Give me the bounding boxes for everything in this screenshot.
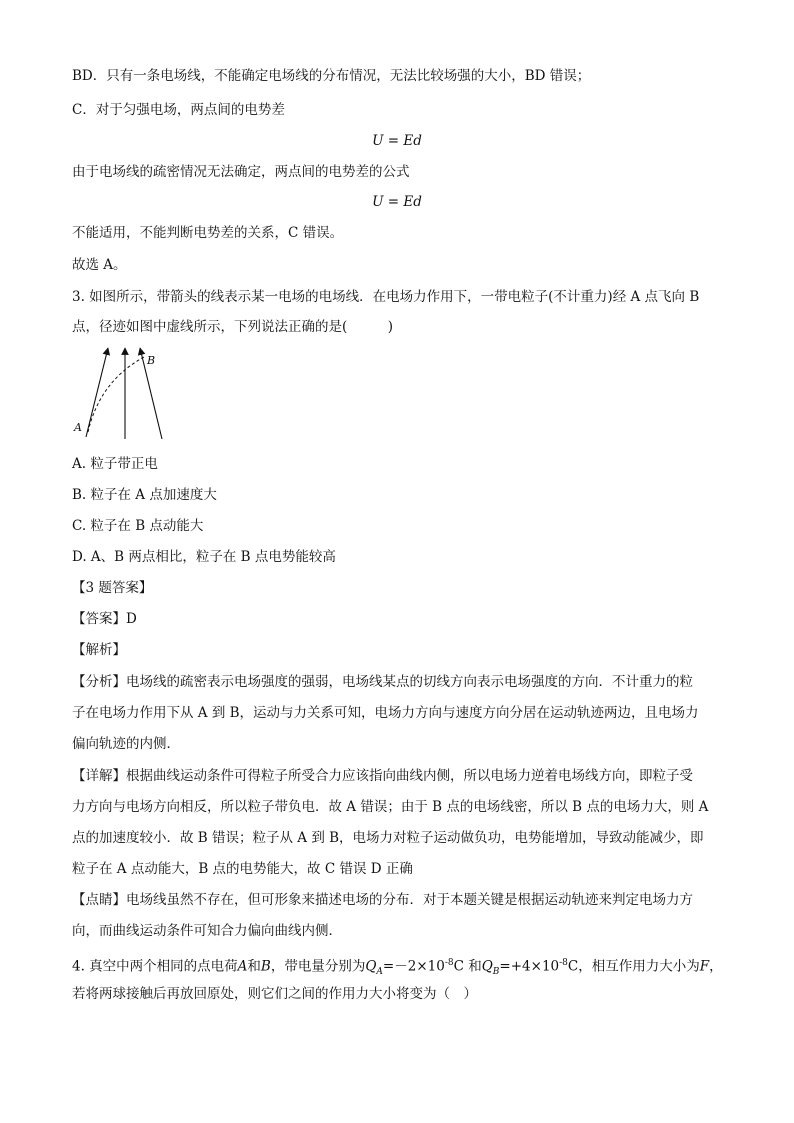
comment-line: 【点睛】电场线虽然不存在，但可形象来描述电场的分布．对于本题关键是根据运动轨迹来判定电场力方 [72,892,693,908]
electric-field-figure [70,340,170,442]
formula: U = Ed [372,133,422,149]
charge-qa: Q [365,958,377,975]
charge-qa-sub: A [376,967,383,978]
option-a: A. 粒子带正电 [72,456,158,472]
var-a: A [237,958,248,975]
analysis-line: 子在电场力作用下从 A 到 B，运动与力关系可知，电场力方向与速度方向分居在运动轨迹两边，且电场力 [72,705,699,721]
text-line: 故选 A。 [72,257,127,273]
comment-line: 向，而曲线运动条件可知合力偏向曲线内侧． [72,923,342,939]
point-label-a: A [74,421,82,434]
text-line: C．对于匀强电场，两点间的电势差 [72,102,285,118]
charge-qb: Q [481,958,493,975]
charge-qb-sub: B [492,967,500,978]
answer-header: 【3 题答案】 [72,580,153,596]
var-b: B [260,958,271,975]
analysis-line: 偏向轨迹的内侧． [72,736,180,752]
q4-text: C 和 [453,958,482,975]
detail-line: 点的加速度较小．故 B 错误；粒子从 A 到 B，电场力对粒子运动做负功，电势能增加，导致动能减少，即 [72,830,704,846]
detail-line: 【详解】根据曲线运动条件可得粒子所受合力应该指向曲线内侧，所以电场力逆着电场线方向，即粒子受 [72,768,693,784]
analysis-line: 【分析】电场线的疏密表示电场强度的强弱，电场线某点的切线方向表示电场强度的方向．不计重力的粒 [72,674,693,690]
point-label-b: B [147,354,156,367]
q4-text: =－2×10 [382,958,445,975]
question-4-stem [72,953,723,982]
answer: 【答案】D [72,611,137,627]
formula: U = Ed [372,194,422,210]
text-line: BD．只有一条电场线，不能确定电场线的分布情况，无法比较场强的大小，BD 错误； [72,68,591,84]
analysis-header: 【解析】 [72,642,126,658]
field-line-left [86,348,108,437]
question-stem: 3. 如图所示，带箭头的线表示某一电场的电场线．在电场力作用下，一带电粒子(不计重力)经 A 点飞向 B [72,289,700,305]
q4-text: ， [709,958,723,975]
question-4-stem: 若将两球接触后再放回原处，则它们之间的作用力大小将变为（ ） [72,986,477,1002]
q4-text: C，相互作用力大小为 [567,958,700,975]
q4-text: =+4×10 [499,958,560,975]
exponent: -8 [559,958,568,968]
detail-line: 力方向与电场方向相反，所以粒子带负电．故 A 错误；由于 B 点的电场线密，所以 B 点的电场力大，则 A [72,799,709,815]
text-line: 不能适用，不能判断电势差的关系，C 错误。 [72,225,344,241]
option-d: D. A、B 两点相比，粒子在 B 点电势能较高 [72,549,336,565]
text-line: 由于电场线的疏密情况无法确定，两点间的电势差的公式 [72,164,410,180]
option-b: B. 粒子在 A 点加速度大 [72,487,217,503]
q4-text: ，带电量分别为 [270,958,366,975]
exponent: -8 [444,958,454,968]
detail-line: 粒子在 A 点动能大，B 点的电势能大，故 C 错误 D 正确 [72,861,413,877]
question-stem: 点，径迹如图中虚线所示，下列说法正确的是( ) [72,319,394,335]
force-f: F [699,958,710,975]
option-c: C. 粒子在 B 点动能大 [72,518,204,534]
q4-text: 4. 真空中两个相同的点电荷 [72,958,238,975]
q4-text: 和 [247,958,261,975]
